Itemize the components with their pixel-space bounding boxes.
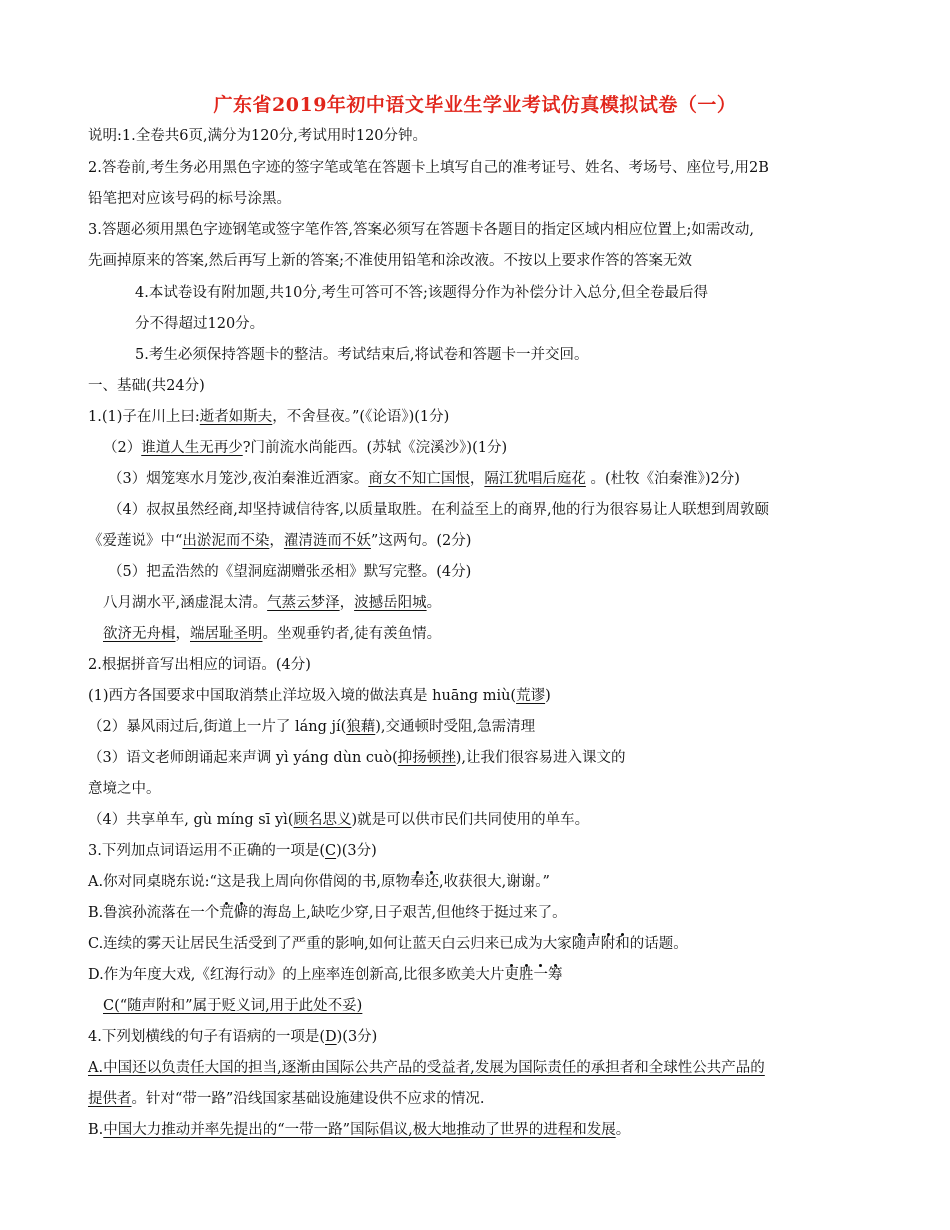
q4-option-b [88,1120,630,1140]
q4-option-a [88,1058,765,1078]
text-segment: 的海岛上,缺吃少穿,日子艰苦,但他终于挺过来了。 [248,905,567,921]
text-segment: 。坐观垂钓者,徒有羡鱼情。 [262,626,442,642]
text-segment: ， [339,595,355,611]
text-segment: B. [88,1122,104,1138]
answer: 气蒸云梦泽 [267,595,340,611]
q1-item-3 [108,469,740,489]
instruction-4-cont: 分不得超过120分。 [135,316,265,332]
answer: 荒谬 [516,688,546,704]
answer: 谁道人生无再少 [141,440,243,456]
text-segment: ?门前流水尚能西。(苏轼《浣溪沙》)(1分) [242,440,508,456]
instruction-5: 5.考生必须保持答题卡的整洁。考试结束后,将试卷和答题卡一并交回。 [135,347,589,363]
instruction-2: 2.答卷前,考生务必用黑色字迹的签字笔或笔在答题卡上填写自己的准考证号、姓名、考场号、座位号,用2B [88,160,769,176]
answer: 狼藉 [346,719,376,735]
text-segment: ,收获很大,谢谢。” [439,874,550,890]
q1-item-1 [88,407,449,427]
dotted-char: 僻 [233,905,249,921]
text-segment: 《爱莲说》中“ [88,533,183,549]
text-segment: 3.下列加点词语运用不正确的一项是( [88,843,325,859]
instruction-3-cont: 先画掉原来的答案,然后再写上新的答案;不准使用铅笔和涂改液。不按以上要求作答的答案无效 [88,253,692,269]
text-segment: 。针对“带一路”沿线国家基础设施建设供不应求的情况. [131,1091,485,1107]
dotted-char: 荒 [219,905,234,921]
q2-item-3-cont: 意境之中。 [88,781,161,797]
dotted-char: 还 [424,874,439,890]
dotted-char: 筹 [547,967,563,983]
answer: C(“随声附和”属于贬义词,用于此处不妥) [103,998,363,1014]
dotted-char: 声 [586,936,601,952]
dotted-char: 和 [615,936,630,952]
underlined-sentence: 中国大力推动并率先提出的“一带一路”国际倡议,极大地推动了世界的进程和发展 [103,1122,616,1138]
text-segment: ),让我们很容易进入课文的 [455,750,626,766]
answer: 出淤泥而不染 [182,533,270,549]
text-segment: ， [175,626,190,642]
answer: 抑扬顿挫 [397,750,456,766]
text-segment: （3）烟笼寒水月笼沙,夜泊秦淮近酒家。 [108,471,369,487]
dotted-word [504,967,562,983]
text-segment: （2） [103,440,142,456]
answer: 欲济无舟楫 [103,626,176,642]
text-segment: ， [469,471,485,487]
text-segment: ， [269,533,284,549]
instruction-1: 说明:1.全卷共6页,满分为120分,考试用时120分钟。 [88,128,428,144]
q4-heading [88,1027,377,1047]
dotted-char: 随 [571,936,587,952]
text-segment: )(3分) [336,843,377,859]
poem-line-2 [103,624,441,644]
text-segment: )就是可以供市民们共同使用的单车。 [351,812,590,828]
q1-item-5: （5）把孟浩然的《望洞庭湖赠张丞相》默写完整。(4分) [108,564,472,580]
q2-item-3 [88,748,626,768]
text-segment: ),交通顿时受阻,急需清理 [375,719,536,735]
answer: 端居耻圣明 [190,626,263,642]
answer: 波撼岳阳城 [354,595,427,611]
dotted-word [410,874,439,890]
q2-item-2 [88,717,535,737]
text-segment: 八月湖水平,涵虚混太清。 [103,595,268,611]
instruction-3: 3.答题必须用黑色字迹钢笔或签字笔作答,答案必须写在答题卡各题目的指定区域内相应位置上;如需改动, [88,222,754,238]
text-segment: 4.下列划横线的句子有语病的一项是( [88,1029,325,1045]
text-segment: B.鲁滨孙流落在一个 [88,905,220,921]
poem-line-1 [103,593,441,613]
q3-answer-note [103,996,362,1016]
q1-item-4: （4）叔叔虽然经商,却坚持诚信待客,以质量取胜。在利益至上的商界,他的行为很容易让人联想到周敦颐 [108,502,770,518]
text-segment: 。 [426,595,442,611]
section-heading: 一、基础(共24分) [88,378,205,394]
text-segment: ，不舍昼夜。”(《论语》)(1分) [272,409,450,425]
answer: 隔江犹唱后庭花 [484,471,586,487]
text-segment: (1)西方各国要求中国取消禁止洋垃圾入境的做法真是 huāng miù( [88,688,517,704]
exam-title: 广东省2019年初中语文毕业生学业考试仿真模拟试卷（一） [213,94,737,116]
dotted-char: 一 [533,967,548,983]
text-segment: ”这两句。(2分) [370,533,472,549]
q3-option-c [88,934,688,954]
text-segment: A.你对同桌晓东说:“这是我上周向你借阅的书,原物 [88,874,410,890]
text-segment: C.连续的雾天让居民生活受到了严重的影响,如何让蓝天白云归来已成为大家 [88,936,572,952]
underlined-sentence: A.中国还以负责任大国的担当,逐渐由国际公共产品的受益者,发展为国际责任的承担者和全球性公共产品的 [88,1060,765,1076]
dotted-char: 附 [600,936,616,952]
answer: 商女不知亡国恨 [368,471,470,487]
instruction-4: 4.本试卷设有附加题,共10分,考生可答可不答;该题得分作为补偿分计入总分,但全卷最后得 [135,285,708,301]
text-segment: D.作为年度大戏,《红海行动》的上座率连创新高,比很多欧美大片 [88,967,505,983]
text-segment: 。(杜牧《泊秦淮》)2分) [585,471,740,487]
text-segment: ) [545,688,551,704]
answer: 顾名思义 [293,812,352,828]
q1-item-4-cont [88,531,471,551]
dotted-word [572,936,630,952]
q3-heading [88,841,377,861]
q2-item-1 [88,686,551,706]
q1-item-2 [103,438,507,458]
q4-option-a-cont [88,1089,484,1109]
answer: D [325,1029,337,1045]
text-segment: )(3分) [336,1029,378,1045]
q3-option-a [88,872,550,892]
dotted-char: 奉 [410,874,425,890]
q2-heading: 2.根据拼音写出相应的词语。(4分) [88,657,311,673]
text-segment: 的话题。 [629,936,688,952]
text-segment: 1.(1)子在川上曰: [88,409,200,425]
text-segment: （2）暴风雨过后,街道上一片了 láng jí( [88,719,347,735]
q3-option-d [88,965,562,985]
dotted-char: 更 [504,967,519,983]
answer: C [325,843,337,859]
underlined-sentence: 提供者 [88,1091,132,1107]
q3-option-b [88,903,567,923]
answer: 濯清涟而不妖 [283,533,371,549]
dotted-char: 胜 [518,967,534,983]
q2-item-4 [88,810,589,830]
text-segment: （3）语文老师朗诵起来声调 yì yáng dùn cuò( [88,750,398,766]
text-segment: （4）共享单车, gù míng sī yì( [88,812,294,828]
dotted-word [219,905,248,921]
answer: 逝者如斯夫 [199,409,273,425]
text-segment: 。 [615,1122,631,1138]
instruction-2-cont: 铅笔把对应该号码的标号涂黑。 [88,191,291,207]
